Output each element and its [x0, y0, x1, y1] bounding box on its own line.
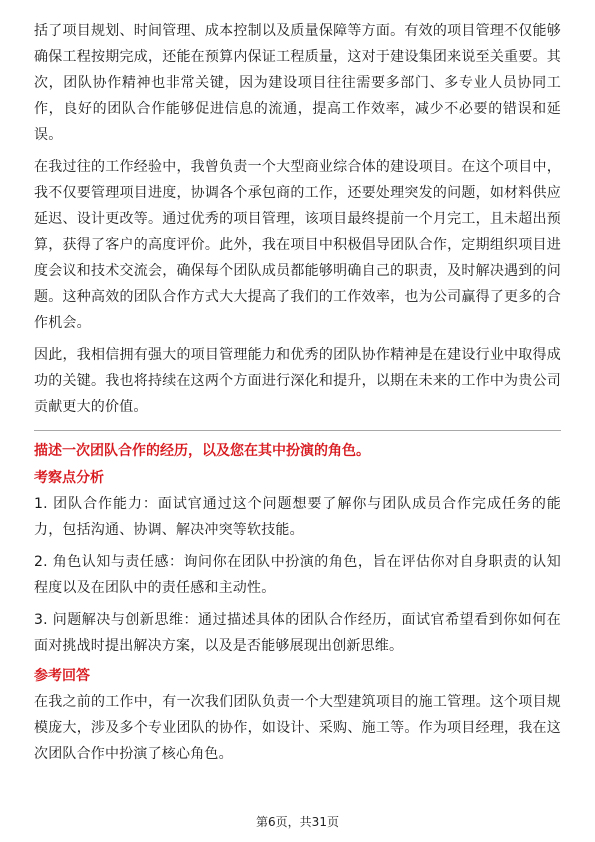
question-title: 描述一次团队合作的经历，以及您在其中扮演的角色。 — [34, 443, 370, 459]
page-content — [34, 18, 561, 773]
section-divider — [34, 430, 561, 431]
analysis-point: 1. 团队合作能力：面试官通过这个问题想要了解你与团队成员合作完成任务的能力，包括沟通、协调、解决冲突等软技能。 — [34, 496, 561, 538]
reference-heading: 参考回答 — [34, 668, 90, 684]
analysis-heading: 考察点分析 — [34, 470, 104, 486]
analysis-point: 2. 角色认知与责任感：询问你在团队中扮演的角色，旨在评估你对自身职责的认知程度以及在团队中的责任感和主动性。 — [34, 554, 561, 596]
body-paragraph: 括了项目规划、时间管理、成本控制以及质量保障等方面。有效的项目管理不仅能够确保工程按期完成，还能在预算内保证工程质量，这对于建设集团来说至关重要。其次，团队协作精神也非常关键，因为建设项目往往需要多部门、多专业人员协同工作，良好的团队合作能够促进信息的流通，提高工作效率，减少不必要的错误和延误。 — [34, 23, 561, 143]
page-number: 第6页，共31页 — [256, 815, 339, 829]
body-paragraph: 因此，我相信拥有强大的项目管理能力和优秀的团队协作精神是在建设行业中取得成功的关键。我也将持续在这两个方面进行深化和提升，以期在未来的工作中为贵公司贡献更大的价值。 — [34, 347, 561, 415]
reference-paragraph: 在我之前的工作中，有一次我们团队负责一个大型建筑项目的施工管理。这个项目规模庞大，涉及多个专业团队的协作，如设计、采购、施工等。作为项目经理，我在这次团队合作中扮演了核心角色。 — [34, 694, 561, 762]
analysis-point: 3. 问题解决与创新思维：通过描述具体的团队合作经历，面试官希望看到你如何在面对挑战时提出解决方案，以及是否能够展现出创新思维。 — [34, 612, 561, 654]
body-paragraph: 在我过往的工作经验中，我曾负责一个大型商业综合体的建设项目。在这个项目中，我不仅要管理项目进度，协调各个承包商的工作，还要处理突发的问题，如材料供应延迟、设计更改等。通过优秀的项目管理，该项目最终提前一个月完工，且未超出预算，获得了客户的高度评价。此外，我在项目中积极倡导团队合作，定期组织项目进度会议和技术交流会，确保每个团队成员都能够明确自己的职责，及时解决遇到的问题。这种高效的团队合作方式大大提高了我们的工作效率，也为公司赢得了更多的合作机会。 — [34, 159, 561, 331]
